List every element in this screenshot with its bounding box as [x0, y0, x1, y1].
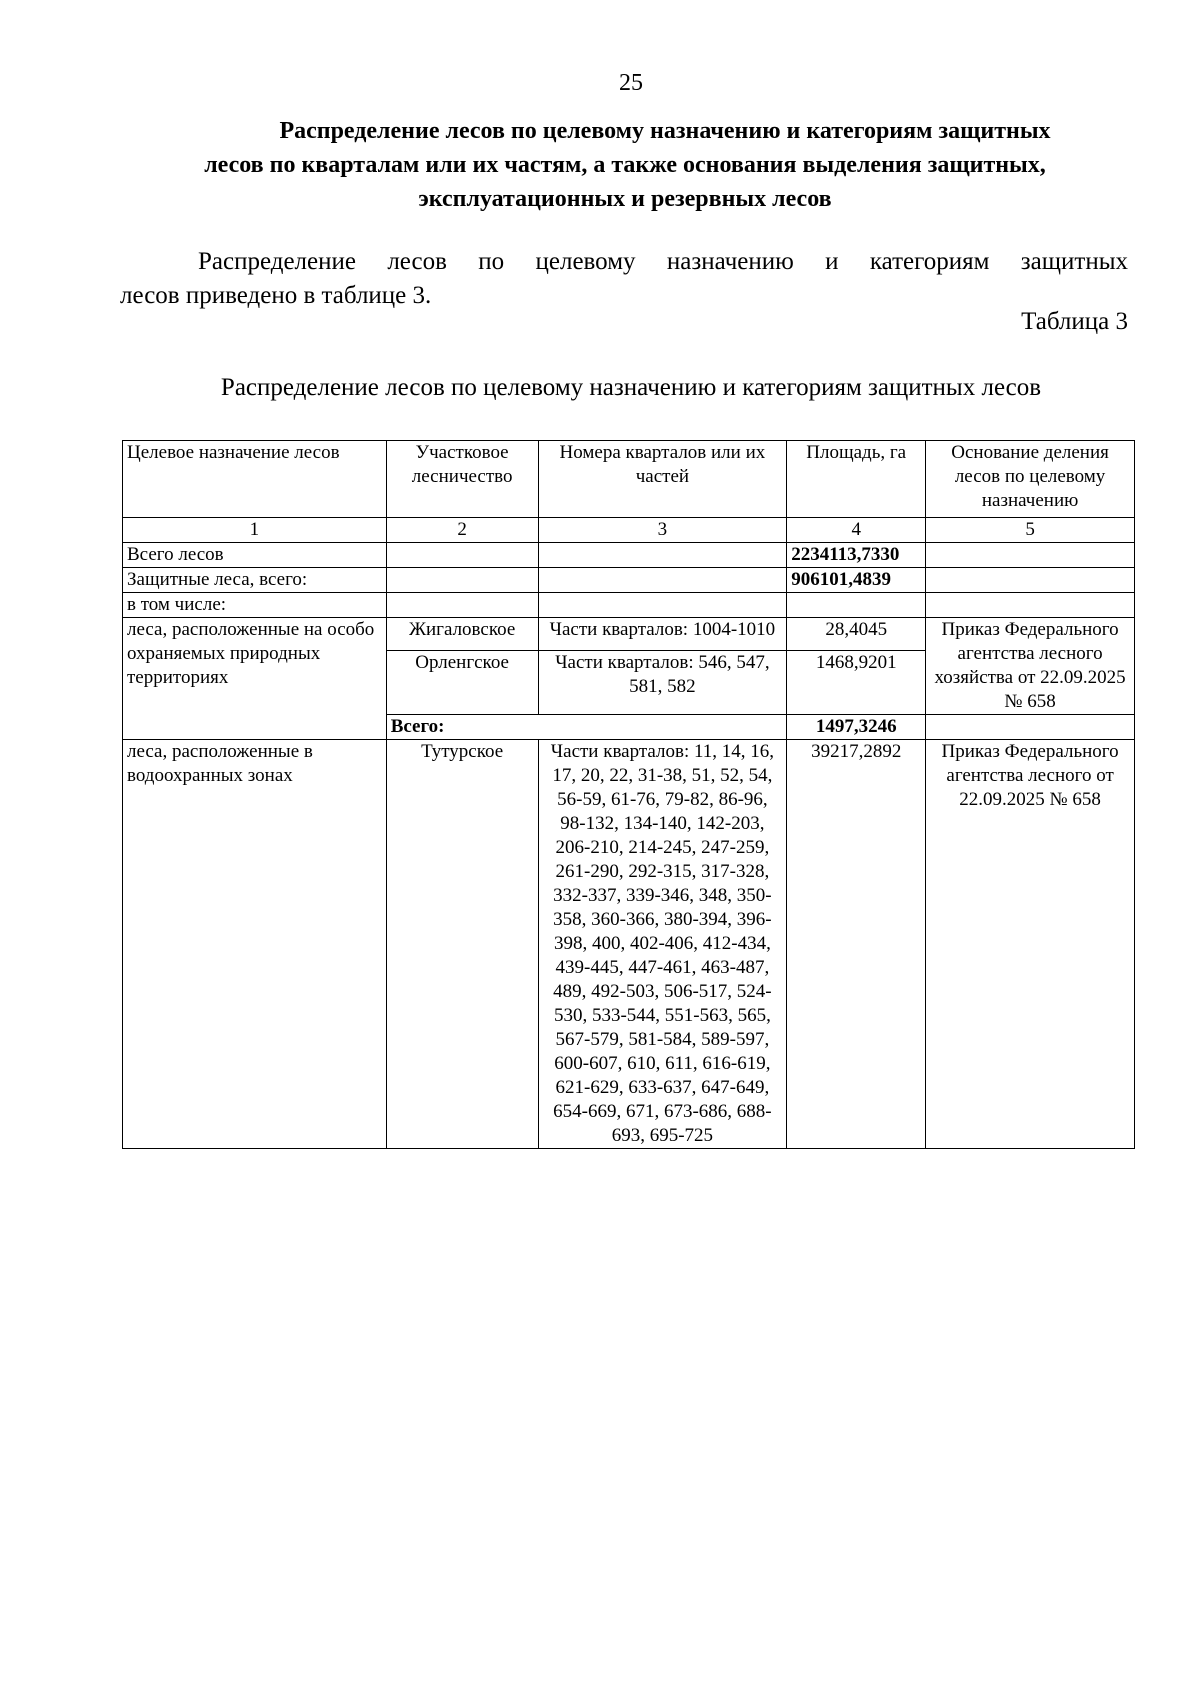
oopt-subtotal-area: 1497,3246 — [787, 715, 926, 740]
header-purpose: Целевое назначение лесов — [123, 441, 387, 518]
table-row-protective-total — [123, 568, 1135, 593]
column-number: 4 — [787, 518, 926, 543]
protective-total-area: 906101,4839 — [787, 568, 926, 593]
header-forestry: Участковое лесничество — [386, 441, 538, 518]
table-title: Распределение лесов по целевому назначению и категориям защитных лесов — [220, 374, 1042, 401]
page-number: 25 — [619, 70, 643, 96]
total-forests-area: 2234113,7330 — [787, 543, 926, 568]
oopt-basis: Приказ Федерального агентства лесного хозяйства от 22.09.2025 № 658 — [926, 618, 1135, 715]
oopt-forestry-1: Жигаловское — [386, 618, 538, 651]
water-basis: Приказ Федерального агентства лесного от 22.09.2025 № 658 — [926, 740, 1135, 1149]
table-row-water-protection — [123, 740, 1135, 1149]
column-number-row — [123, 518, 1135, 543]
table-row-oopt-zhigalovskoe — [123, 618, 1135, 651]
section-heading — [120, 114, 1130, 216]
including-label: в том числе: — [123, 593, 387, 618]
water-quarters: Части кварталов: 11, 14, 16, 17, 20, 22, 31-38, 51, 52, 54, 56-59, 61-76, 79-82, 86-96, 98-132, 134-140, 142-203, 206-210, 214-245, 247-259, 261-290, 292-315, 317-328, 332-337, 339-346, 348, 350-358, 360-366, 380-394, 396-398, 400, 402-406, 412-434, 439-445, 447-461, 463-487, 489, 492-503, 506-517, 524-530, 533-544, 551-563, 565, 567-579, 581-584, 589-597, 600-607, 610, 611, 616-619, 621-629, 633-637, 647-649, 654-669, 671, 673-686, 688-693, 695-725 — [538, 740, 787, 1149]
total-forests-label: Всего лесов — [123, 543, 387, 568]
intro-line-2: лесов приведено в таблице 3. — [120, 282, 432, 309]
water-category: леса, расположенные в водоохранных зонах — [123, 740, 387, 1149]
header-basis: Основание деления лесов по целевому назначению — [926, 441, 1135, 518]
table-row-total-forests — [123, 543, 1135, 568]
column-number: 2 — [386, 518, 538, 543]
intro-paragraph — [120, 245, 1128, 313]
column-number: 3 — [538, 518, 787, 543]
header-area: Площадь, га — [787, 441, 926, 518]
heading-line-1: Распределение лесов по целевому назначению и категориям защитных — [279, 118, 1051, 144]
intro-line-1: Распределение лесов по целевому назначению и категориям защитных — [198, 248, 1128, 275]
column-number: 1 — [123, 518, 387, 543]
forest-distribution-table — [122, 440, 1135, 1149]
oopt-forestry-2: Орленгское — [386, 650, 538, 714]
table-label: Таблица 3 — [1021, 308, 1128, 335]
oopt-quarters-2: Части кварталов: 546, 547, 581, 582 — [538, 650, 787, 714]
oopt-area-1: 28,4045 — [787, 618, 926, 651]
oopt-area-2: 1468,9201 — [787, 650, 926, 714]
oopt-category: леса, расположенные на особо охраняемых природных территориях — [123, 618, 387, 740]
table-header-row — [123, 441, 1135, 518]
oopt-quarters-1: Части кварталов: 1004-1010 — [538, 618, 787, 651]
protective-total-label: Защитные леса, всего: — [123, 568, 387, 593]
heading-line-2: лесов по кварталам или их частям, а также основания выделения защитных, — [204, 152, 1046, 178]
water-area: 39217,2892 — [787, 740, 926, 1149]
table-row-including — [123, 593, 1135, 618]
column-number: 5 — [926, 518, 1135, 543]
header-quarters: Номера кварталов или их частей — [538, 441, 787, 518]
heading-line-3: эксплуатационных и резервных лесов — [418, 186, 832, 212]
water-forestry: Тутурское — [386, 740, 538, 1149]
oopt-subtotal-label: Всего: — [386, 715, 787, 740]
